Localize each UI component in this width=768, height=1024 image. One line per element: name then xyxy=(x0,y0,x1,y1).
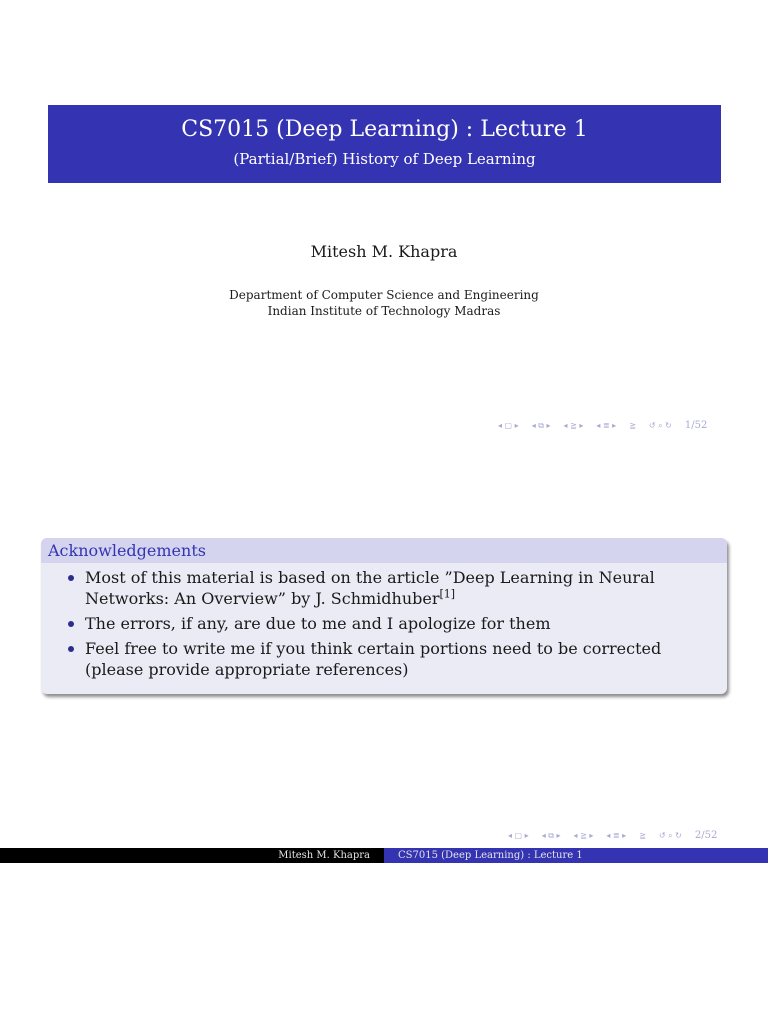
search-icon[interactable]: ≧ xyxy=(629,421,636,430)
slide-title: CS7015 (Deep Learning) : Lecture 1 xyxy=(181,117,588,142)
navigation-bar xyxy=(498,420,707,431)
affiliation xyxy=(0,287,768,319)
author-name: Mitesh M. Khapra xyxy=(310,242,458,261)
list-item xyxy=(41,567,727,609)
department: Department of Computer Science and Engineering xyxy=(229,288,539,302)
footer xyxy=(0,848,768,863)
subsection-back-icon[interactable]: ◂ ≧ ▸ xyxy=(573,831,594,840)
subsection-back-icon[interactable]: ◂ ≧ ▸ xyxy=(563,421,584,430)
undo-redo-icon[interactable]: ↺ ⌕ ↻ xyxy=(658,830,682,840)
footer-title: CS7015 (Deep Learning) : Lecture 1 xyxy=(384,848,768,863)
slide-back-icon[interactable]: ◂ ≣ ▸ xyxy=(606,831,627,840)
section-back-icon[interactable]: ◂ ⧉ ▸ xyxy=(531,420,551,430)
bullet-icon xyxy=(68,575,74,581)
list-item-text: The errors, if any, are due to me and I apologize for them xyxy=(85,614,551,633)
block-title: Acknowledgements xyxy=(41,538,727,563)
bullet-list xyxy=(41,563,727,680)
section-back-icon[interactable]: ◂ ⧉ ▸ xyxy=(541,830,561,840)
institute: Indian Institute of Technology Madras xyxy=(267,304,501,318)
slide-back-icon[interactable]: ◂ ≣ ▸ xyxy=(596,421,617,430)
page-number: 2/52 xyxy=(694,830,718,841)
frame-back-icon[interactable]: ◂ ▢ ▸ xyxy=(508,831,529,840)
bullet-icon xyxy=(68,621,74,627)
title-box xyxy=(48,105,721,183)
list-item-text: Most of this material is based on the article ”Deep Learning in Neural Networks: An Overview” by J. Schmidhuber xyxy=(85,568,655,608)
page-number: 1/52 xyxy=(684,420,708,431)
footer-author: Mitesh M. Khapra xyxy=(0,848,384,863)
citation: [1] xyxy=(439,587,456,601)
slide-subtitle: (Partial/Brief) History of Deep Learning xyxy=(233,150,536,168)
bullet-icon xyxy=(68,646,74,652)
navigation-bar xyxy=(508,830,717,841)
undo-redo-icon[interactable]: ↺ ⌕ ↻ xyxy=(648,420,672,430)
list-item-text: Feel free to write me if you think certain portions need to be corrected (please provide appropriate references) xyxy=(85,639,662,679)
search-icon[interactable]: ≧ xyxy=(639,831,646,840)
acknowledgements-block xyxy=(41,538,727,694)
list-item xyxy=(41,613,727,634)
list-item xyxy=(41,638,727,680)
frame-back-icon[interactable]: ◂ ▢ ▸ xyxy=(498,421,519,430)
